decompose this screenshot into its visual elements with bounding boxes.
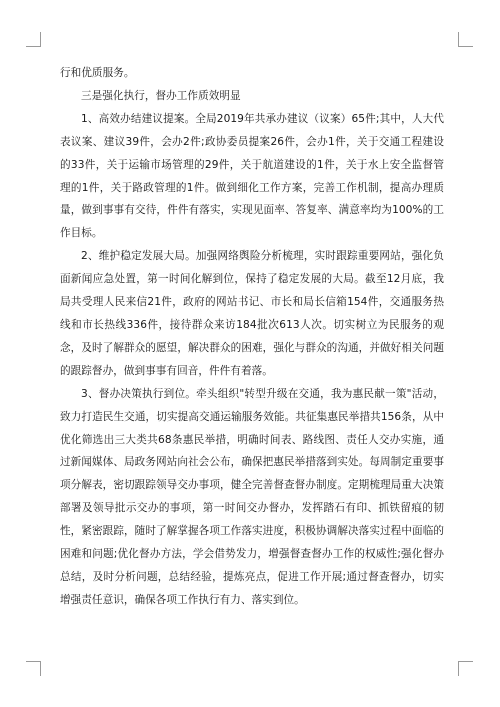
paragraph-proposals: 1、高效办结建议提案。全局2019年共承办建议（议案）65件;其中，人大代表议案、建议39件，会办2件;政协委员提案26件，会办1件，关于交通工程建设的33件，关于运输市场管理的29件，关于航道建设的1件，关于水上安全监督管理的1件，关于路政管理的1件。做到细化工作方案，完善工作机制，提高办理质量，做到事事有交待，件件有落实，实现见面率、答复率、满意率均为100%的工作目标。: [60, 112, 444, 240]
section-heading: 三是强化执行，督办工作质效明显: [81, 89, 241, 102]
crop-mark-bottom-right: [458, 661, 473, 676]
paragraph-supervision: 3、督办决策执行到位。牵头组织"转型升级在交通，我为惠民献一策"活动，致力打造民生交通，切实提高交通运输服务效能。共征集惠民举措共156条，从中优化筛选出三大类共68条惠民举措，明确时间表、路线图、责任人交办实施，通过新闻媒体、局政务网站向社会公布，确保把惠民举措落到实处。每周制定重要事项分解表，密切跟踪领导交办事项，健全完善督查督办制度。定期梳理局重大决策部署及领导批示交办的事项，第一时间交办督办，发挥踏石有印、抓铁留痕的韧性，紧密跟踪，随时了解掌握各项工作落实进度，积极协调解决落实过程中面临的困难和问题;优化督办方法，学会借势发力，增强督查督办工作的权威性;强化督办总结，及时分析问题，总结经验，提炼亮点，促进工作开展;通过督查督办，切实增强责任意识，确保各项工作执行有力、落实到位。: [60, 387, 444, 606]
crop-mark-bottom-left: [26, 661, 41, 676]
paragraph-stability: 2、维护稳定发展大局。加强网络舆险分析梳理，实时跟踪重要网站，强化负面新闻应急处置，第一时间化解到位，保持了稳定发展的大局。截至12月底，我局共受理人民来信21件，政府的网站书记、市长和局长信箱154件，交通服务热线和市长热线336件，接待群众来访184批次613人次。切实树立为民服务的观念，及时了解群众的愿望，解决群众的困难，强化与群众的沟通，并做好相关问题的跟踪督办，做到事事有回音，件件有着落。: [60, 250, 444, 377]
crop-mark-top-right: [458, 32, 473, 47]
crop-mark-top-left: [26, 32, 41, 47]
paragraph-continuation: 行和优质服务。: [60, 67, 135, 79]
document-body: [60, 62, 444, 612]
